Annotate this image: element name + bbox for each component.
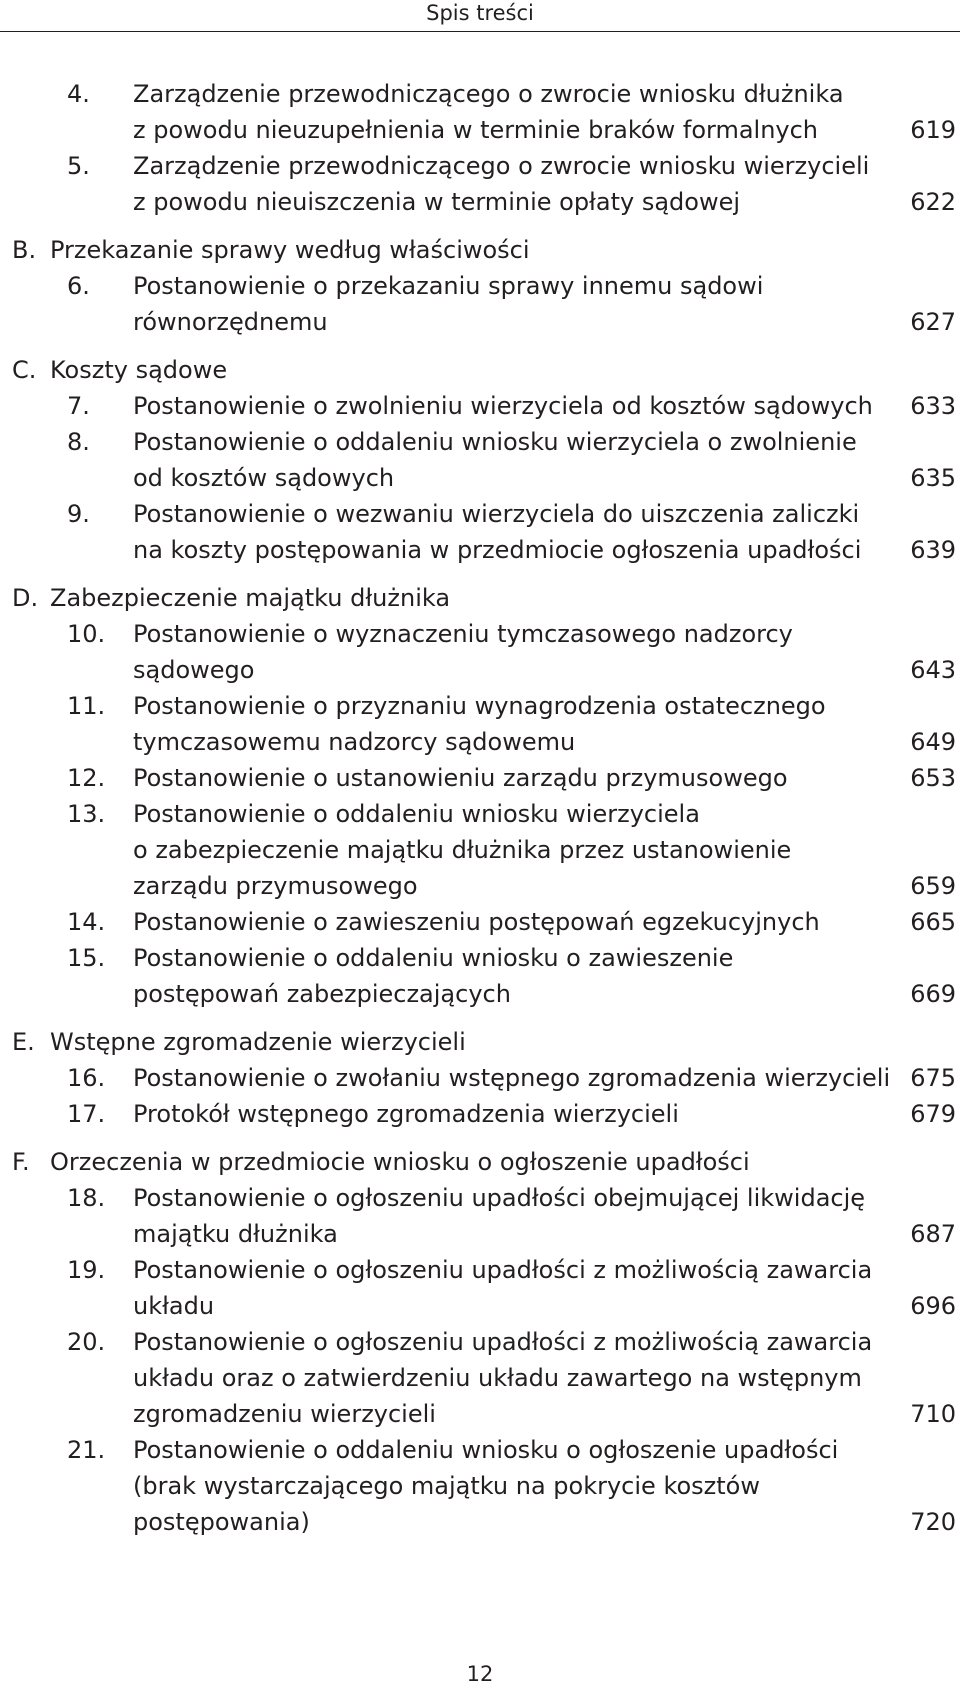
- entry-body: [133, 268, 956, 340]
- toc-entry[interactable]: [12, 1324, 956, 1432]
- entry-line: [133, 1060, 956, 1096]
- entry-number: 9.: [67, 500, 90, 528]
- toc-section: [12, 580, 956, 1012]
- entry-title-text: Postanowienie o ogłoszeniu upadłości z możliwością zawarcia: [133, 1328, 873, 1356]
- running-header-title: Spis treści: [426, 1, 534, 25]
- toc-section: [12, 76, 956, 220]
- entry-page-number: 665: [910, 908, 956, 936]
- entry-page-number: 633: [910, 392, 956, 420]
- entry-line: [133, 868, 956, 904]
- toc-section: [12, 232, 956, 340]
- toc-entry[interactable]: [12, 940, 956, 1012]
- entry-body: [133, 1252, 956, 1324]
- entry-number: 10.: [67, 620, 106, 648]
- entry-line: [133, 76, 956, 112]
- entry-title-text: Postanowienie o zawieszeniu postępowań egzekucyjnych: [133, 908, 820, 936]
- entry-title-text: równorzędnemu: [133, 308, 328, 336]
- entry-body: [133, 1096, 956, 1132]
- section-title: Zabezpieczenie majątku dłużnika: [50, 584, 451, 612]
- entry-title-text: Zarządzenie przewodniczącego o zwrocie wniosku dłużnika: [133, 80, 844, 108]
- entry-title-text: Postanowienie o ogłoszeniu upadłości z możliwością zawarcia: [133, 1256, 873, 1284]
- entry-body: [133, 796, 956, 904]
- entry-line: [133, 796, 956, 832]
- entry-title-text: na koszty postępowania w przedmiocie ogłoszenia upadłości: [133, 536, 862, 564]
- entry-number: 20.: [67, 1328, 106, 1356]
- entry-line: [133, 1288, 956, 1324]
- entry-line: [133, 184, 956, 220]
- entry-page-number: 679: [910, 1100, 956, 1128]
- entry-number: 8.: [67, 428, 90, 456]
- section-letter: C.: [12, 356, 37, 384]
- entry-page-number: 696: [910, 1292, 956, 1320]
- section-heading: [12, 1144, 956, 1180]
- page-number: 12: [466, 1662, 494, 1686]
- entry-number: 5.: [67, 152, 90, 180]
- entry-line: [133, 148, 956, 184]
- toc-section: [12, 1024, 956, 1132]
- toc-entry[interactable]: [12, 760, 956, 796]
- entry-title-text: z powodu nieuiszczenia w terminie opłaty sądowej: [133, 188, 741, 216]
- section-title: Wstępne zgromadzenie wierzycieli: [50, 1028, 466, 1056]
- entry-line: [133, 388, 956, 424]
- entry-body: [133, 76, 956, 148]
- section-heading: [12, 232, 956, 268]
- entry-page-number: 653: [910, 764, 956, 792]
- entry-number: 16.: [67, 1064, 106, 1092]
- section-title: Przekazanie sprawy według właściwości: [50, 236, 530, 264]
- toc-section: [12, 1144, 956, 1540]
- toc-entry[interactable]: [12, 1252, 956, 1324]
- section-heading: [12, 1024, 956, 1060]
- entry-page-number: 639: [910, 536, 956, 564]
- entry-body: [133, 1180, 956, 1252]
- entry-number: 11.: [67, 692, 106, 720]
- section-title: Orzeczenia w przedmiocie wniosku o ogłoszenie upadłości: [50, 1148, 750, 1176]
- entry-number: 18.: [67, 1184, 106, 1212]
- entry-page-number: 619: [910, 116, 956, 144]
- entry-line: [133, 1504, 956, 1540]
- entry-line: [133, 616, 956, 652]
- toc-entry[interactable]: [12, 1096, 956, 1132]
- running-header: [0, 0, 960, 32]
- entry-title-text: od kosztów sądowych: [133, 464, 395, 492]
- entry-body: [133, 616, 956, 688]
- entry-number: 19.: [67, 1256, 106, 1284]
- entry-line: [133, 424, 956, 460]
- entry-line: [133, 1396, 956, 1432]
- header-rule: [0, 31, 960, 32]
- entry-body: [133, 424, 956, 496]
- entry-line: [133, 760, 956, 796]
- section-letter: E.: [12, 1028, 35, 1056]
- toc-entry[interactable]: [12, 388, 956, 424]
- toc-entry[interactable]: [12, 76, 956, 148]
- entry-title-text: Postanowienie o przekazaniu sprawy innemu sądowi: [133, 272, 764, 300]
- entry-title-text: Postanowienie o oddaleniu wniosku o ogłoszenie upadłości: [133, 1436, 839, 1464]
- entry-title-text: Postanowienie o zwołaniu wstępnego zgromadzenia wierzycieli: [133, 1064, 891, 1092]
- entry-line: [133, 1216, 956, 1252]
- entry-title-text: Postanowienie o oddaleniu wniosku o zawieszenie: [133, 944, 734, 972]
- entry-title-text: Postanowienie o oddaleniu wniosku wierzyciela: [133, 800, 700, 828]
- entry-line: [133, 532, 956, 568]
- entry-number: 15.: [67, 944, 106, 972]
- entry-line: [133, 1180, 956, 1216]
- entry-page-number: 649: [910, 728, 956, 756]
- entry-line: [133, 268, 956, 304]
- entry-page-number: 635: [910, 464, 956, 492]
- section-letter: F.: [12, 1148, 30, 1176]
- toc-section: [12, 352, 956, 568]
- entry-page-number: 710: [910, 1400, 956, 1428]
- toc-entry[interactable]: [12, 904, 956, 940]
- entry-body: [133, 388, 956, 424]
- entry-title-text: tymczasowemu nadzorcy sądowemu: [133, 728, 576, 756]
- entry-body: [133, 760, 956, 796]
- entry-title-text: postępowań zabezpieczających: [133, 980, 511, 1008]
- entry-page-number: 627: [910, 308, 956, 336]
- entry-title-text: Zarządzenie przewodniczącego o zwrocie wniosku wierzycieli: [133, 152, 870, 180]
- entry-title-text: Postanowienie o ogłoszeniu upadłości obejmującej likwidację: [133, 1184, 866, 1212]
- entry-line: [133, 112, 956, 148]
- entry-number: 12.: [67, 764, 106, 792]
- section-heading: [12, 580, 956, 616]
- entry-title-text: postępowania): [133, 1508, 310, 1536]
- entry-line: [133, 1324, 956, 1360]
- entry-line: [133, 832, 956, 868]
- entry-number: 4.: [67, 80, 90, 108]
- section-heading: [12, 352, 956, 388]
- entry-title-text: zgromadzeniu wierzycieli: [133, 1400, 436, 1428]
- entry-page-number: 720: [910, 1508, 956, 1536]
- entry-line: [133, 1432, 956, 1468]
- toc-entry[interactable]: [12, 148, 956, 220]
- entry-title-text: układu oraz o zatwierdzeniu układu zawartego na wstępnym: [133, 1364, 862, 1392]
- entry-line: [133, 460, 956, 496]
- entry-line: [133, 904, 956, 940]
- entry-title-text: Postanowienie o wyznaczeniu tymczasowego nadzorcy: [133, 620, 793, 648]
- entry-line: [133, 940, 956, 976]
- entry-line: [133, 652, 956, 688]
- entry-page-number: 675: [910, 1064, 956, 1092]
- entry-page-number: 687: [910, 1220, 956, 1248]
- entry-line: [133, 688, 956, 724]
- entry-page-number: 622: [910, 188, 956, 216]
- entry-title-text: Postanowienie o zwolnieniu wierzyciela od kosztów sądowych: [133, 392, 873, 420]
- entry-body: [133, 496, 956, 568]
- entry-title-text: Postanowienie o przyznaniu wynagrodzenia ostatecznego: [133, 692, 826, 720]
- entry-body: [133, 148, 956, 220]
- toc-entry[interactable]: [12, 1060, 956, 1096]
- entry-line: [133, 1360, 956, 1396]
- toc-entry[interactable]: [12, 616, 956, 688]
- entry-line: [133, 496, 956, 532]
- section-letter: D.: [12, 584, 39, 612]
- toc-entry[interactable]: [12, 424, 956, 496]
- entry-line: [133, 724, 956, 760]
- entry-body: [133, 688, 956, 760]
- entry-body: [133, 1432, 956, 1540]
- entry-number: 6.: [67, 272, 90, 300]
- entry-body: [133, 940, 956, 1012]
- entry-page-number: 643: [910, 656, 956, 684]
- entry-line: [133, 1468, 956, 1504]
- toc-entry[interactable]: [12, 1180, 956, 1252]
- entry-body: [133, 1060, 956, 1096]
- toc-entry[interactable]: [12, 1432, 956, 1540]
- entry-title-text: o zabezpieczenie majątku dłużnika przez ustanowienie: [133, 836, 792, 864]
- entry-title-text: zarządu przymusowego: [133, 872, 418, 900]
- entry-title-text: Protokół wstępnego zgromadzenia wierzycieli: [133, 1100, 679, 1128]
- entry-line: [133, 976, 956, 1012]
- section-letter: B.: [12, 236, 37, 264]
- entry-number: 21.: [67, 1436, 106, 1464]
- entry-line: [133, 1252, 956, 1288]
- entry-body: [133, 1324, 956, 1432]
- entry-number: 13.: [67, 800, 106, 828]
- entry-title-text: Postanowienie o oddaleniu wniosku wierzyciela o zwolnienie: [133, 428, 857, 456]
- entry-title-text: majątku dłużnika: [133, 1220, 338, 1248]
- table-of-contents: [12, 76, 956, 1540]
- entry-page-number: 659: [910, 872, 956, 900]
- toc-entry[interactable]: [12, 496, 956, 568]
- entry-page-number: 669: [910, 980, 956, 1008]
- toc-entry[interactable]: [12, 268, 956, 340]
- toc-entry[interactable]: [12, 688, 956, 760]
- section-title: Koszty sądowe: [50, 356, 228, 384]
- entry-title-text: Postanowienie o wezwaniu wierzyciela do uiszczenia zaliczki: [133, 500, 860, 528]
- entry-number: 14.: [67, 908, 106, 936]
- entry-title-text: Postanowienie o ustanowieniu zarządu przymusowego: [133, 764, 788, 792]
- entry-title-text: układu: [133, 1292, 215, 1320]
- entry-title-text: z powodu nieuzupełnienia w terminie braków formalnych: [133, 116, 819, 144]
- entry-number: 17.: [67, 1100, 106, 1128]
- toc-entry[interactable]: [12, 796, 956, 904]
- entry-title-text: (brak wystarczającego majątku na pokrycie kosztów: [133, 1472, 760, 1500]
- entry-body: [133, 904, 956, 940]
- entry-number: 7.: [67, 392, 90, 420]
- entry-line: [133, 1096, 956, 1132]
- entry-line: [133, 304, 956, 340]
- entry-title-text: sądowego: [133, 656, 255, 684]
